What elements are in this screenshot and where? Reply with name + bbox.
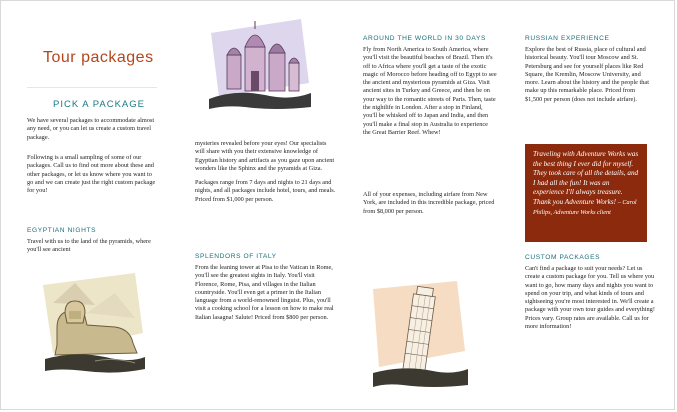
pick-package-intro: We have several packages to accommodate almost any need, or you can let us create a custom travel package.: [27, 117, 155, 141]
testimonial-quote-text: Traveling with Adventure Works was the best thing I ever did for myself. They took care of all the details, and I had all the fun! It was an experience I'll always treasure. Thank you Adventure Works!: [533, 150, 639, 206]
around-world-pricing: All of your expenses, including airfare from New York, are included in this incredible package, priced from $8,000 per person.: [363, 191, 495, 215]
kremlin-icon: [205, 19, 315, 111]
page-title: Tour packages: [43, 49, 154, 66]
around-world-text: Fly from North America to South America, where you'll visit the beautiful beaches of Brazil. Then it's off to Africa where you'll get a taste of the exotic magic of Morocco before heading off to Egypt to see the ancient and mysterious pyramids at Giza. Visit ancient sites in Turkey and Greece, and then be on your way to the romantic streets of Paris. Then, taste the nightlife in London. After a stop in Finland, you'll be whisked off to Japan and India, and then you'll make a final stop in Australia to experience the Great Barrier Reef. Whew!: [363, 46, 497, 136]
pick-package-details: Following is a small sampling of some of our packages. Call us to find out more about these and other packages, or let us know where you want to go and we can create just the right custom package for you!: [27, 154, 156, 195]
custom-packages-text: Can't find a package to suit your needs? Let us create a custom package for you. Tell us where you want to go, how many days and nights you want to spend on your trip, and what kinds of tours and sightseeing you're most interested in. We'll create a package with your own tour guides and everything! Prices vary. Group rates are available. Call us for more information!: [525, 265, 655, 331]
testimonial-attribution: – Carol Philips, Adventure Works client: [533, 198, 637, 216]
egyptian-nights-pricing: Packages range from 7 days and nights to 21 days and nights, and all packages include hotel, tours, and meals. Priced from $1,000 per person.: [195, 179, 336, 203]
egyptian-nights-heading: EGYPTIAN NIGHTS: [27, 227, 97, 234]
title-divider: [27, 87, 157, 88]
russian-experience-heading: RUSSIAN EXPERIENCE: [525, 35, 610, 42]
egyptian-nights-text-continued: mysteries revealed before your eyes! Our specialists will share with you their extensive knowledge of Egyptian history and artifacts as you gaze upon ancient wonders like the Sphinx and the pyramids at Giza.: [195, 140, 335, 172]
sphinx-icon: [35, 273, 150, 378]
custom-packages-heading: CUSTOM PACKAGES: [525, 254, 601, 261]
pisa-tower-icon: [373, 281, 468, 391]
around-world-heading: AROUND THE WORLD IN 30 DAYS: [363, 35, 486, 42]
splendors-italy-text: From the leaning tower at Pisa to the Vatican in Rome, you'll see the greatest sights in Italy. You'll visit Florence, Rome, Pisa, and villages in the Italian countryside. You'll even get a primer in the Italian language from a world-renowned linguist. Plus, you'll visit a cooking school for a lesson on how to make real Italian lasagna! Salute! Priced from $800 per person.: [195, 264, 334, 321]
testimonial-quote-box: [525, 144, 647, 242]
pick-package-heading: PICK A PACKAGE: [53, 99, 145, 110]
russian-experience-text: Explore the best of Russia, place of cultural and historical beauty. You'll tour Moscow and St. Petersburg and see for yourself places like Red Square, the Kremlin, Moscow University, and more. Learn about the history and the people that make up this remarkable place. Priced from $1,500 per person (does not include airfare).: [525, 46, 649, 103]
splendors-italy-heading: SPLENDORS OF ITALY: [195, 253, 277, 260]
egyptian-nights-text-start: Travel with us to the land of the pyramids, where you'll see ancient: [27, 238, 151, 254]
